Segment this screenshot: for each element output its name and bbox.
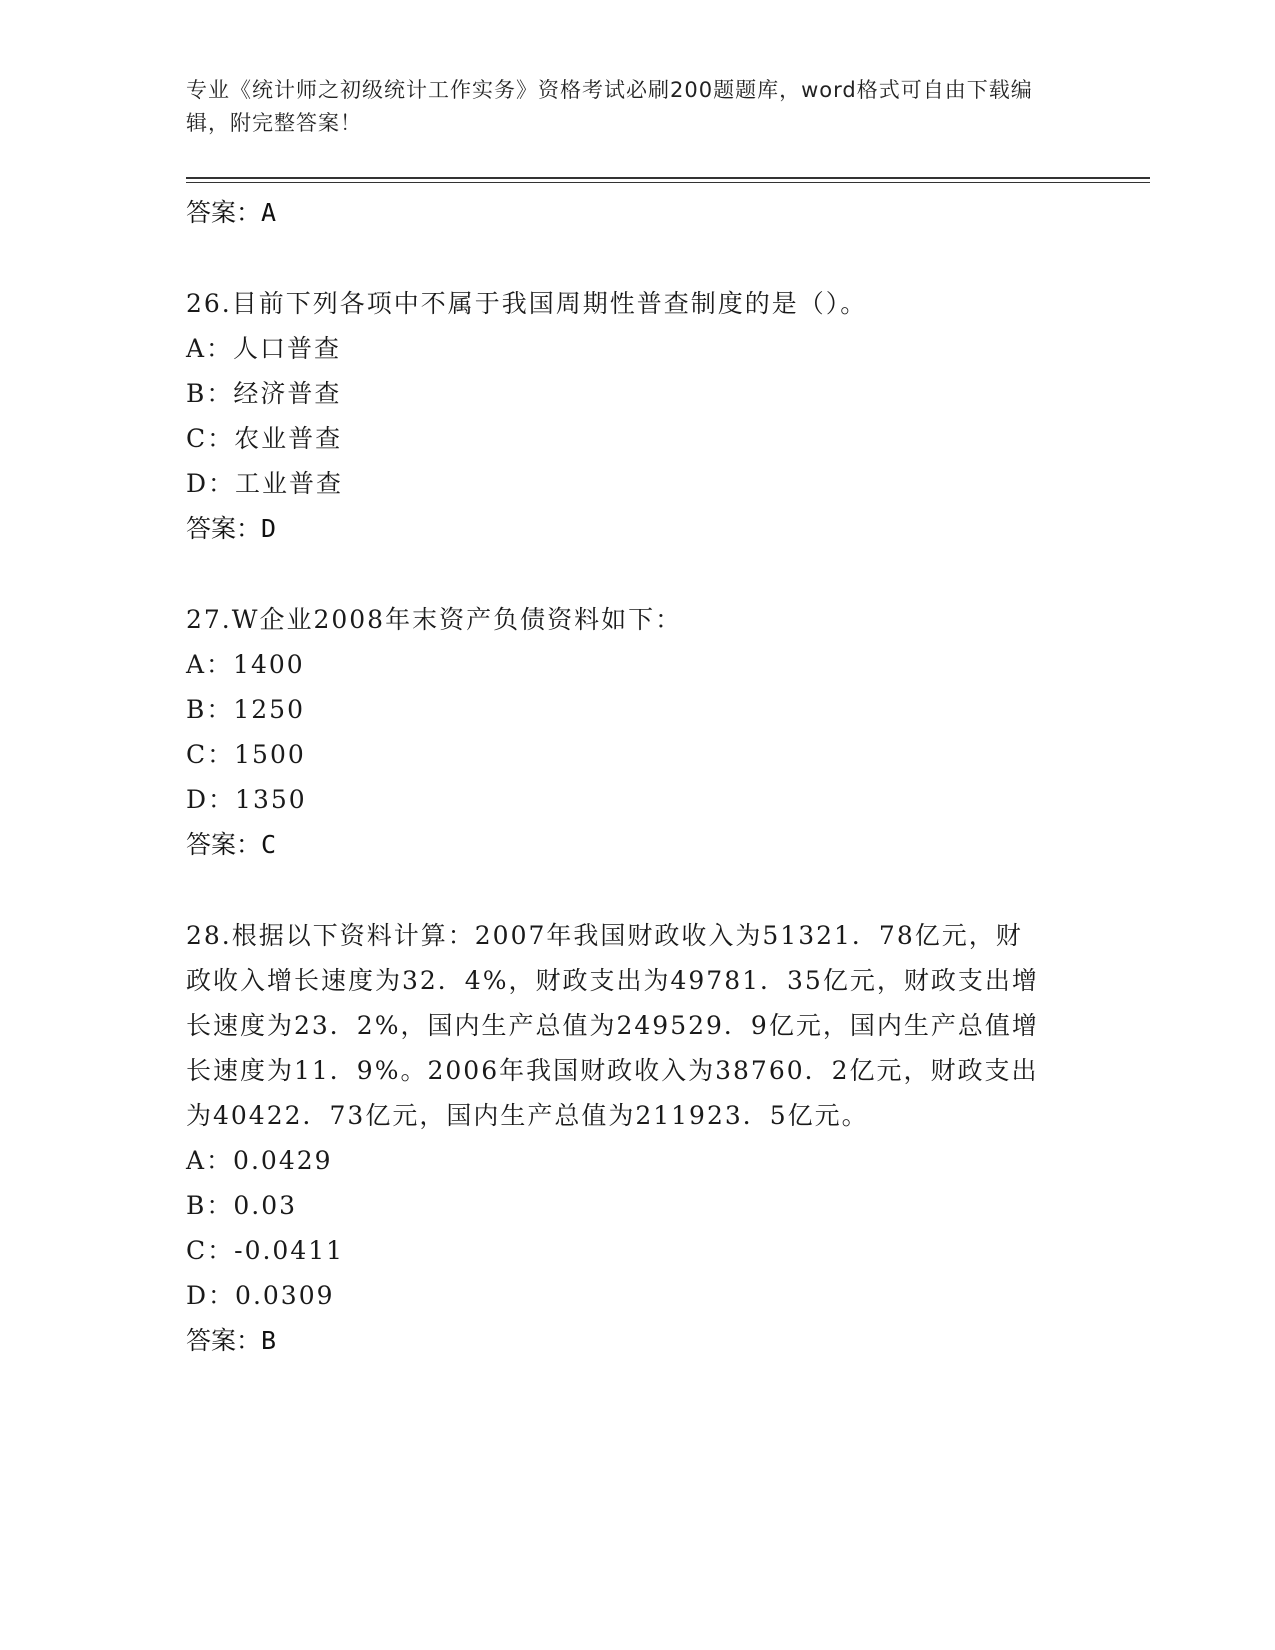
document-header: 专业《统计师之初级统计工作实务》资格考试必刷200题题库，word格式可自由下载编辑，附完整答案！ — [186, 78, 1033, 135]
answer-value: B — [261, 1326, 277, 1355]
answer-line — [186, 1318, 1086, 1363]
header-divider-thin — [186, 182, 1150, 183]
option-c: C：农业普查 — [186, 424, 343, 453]
answer-line — [186, 506, 1086, 551]
question-block — [186, 597, 1086, 867]
question-list — [186, 190, 1086, 1363]
option-c: C：-0.0411 — [186, 1236, 345, 1265]
option-d: D：1350 — [186, 785, 307, 814]
answer-value: C — [261, 830, 277, 859]
option-d: D：0.0309 — [186, 1281, 335, 1310]
question-stem: 27.W企业2008年末资产负债资料如下： — [186, 605, 683, 634]
option-c: C：1500 — [186, 740, 306, 769]
answer-value: D — [261, 514, 277, 543]
answer-label: 答案： — [186, 198, 262, 227]
answer-line — [186, 190, 1086, 235]
option-b: B：1250 — [186, 695, 305, 724]
answer-label: 答案： — [186, 514, 262, 543]
question-stem: 26.目前下列各项中不属于我国周期性普查制度的是（）。 — [186, 289, 868, 318]
option-b: B：0.03 — [186, 1191, 298, 1220]
option-a: A：1400 — [186, 650, 305, 679]
answer-line — [186, 822, 1086, 867]
answer-label: 答案： — [186, 1326, 262, 1355]
option-a: A：人口普查 — [186, 334, 342, 363]
header-divider-thick — [186, 177, 1150, 179]
question-block — [186, 913, 1086, 1363]
option-b: B：经济普查 — [186, 379, 342, 408]
answer-label: 答案： — [186, 830, 262, 859]
option-d: D：工业普查 — [186, 469, 344, 498]
answer-value: A — [261, 198, 277, 227]
option-a: A：0.0429 — [186, 1146, 333, 1175]
question-stem: 28.根据以下资料计算：2007年我国财政收入为51321．78亿元，财政收入增长速度为32．4%，财政支出为49781．35亿元，财政支出增长速度为23．2%，国内生产总值为249529．9亿元，国内生产总值增长速度为11．9%。2006年我国财政收入为38760．2亿元，财政支出为40422．73亿元，国内生产总值为211923．5亿元。 — [186, 921, 1039, 1130]
question-block — [186, 281, 1086, 551]
